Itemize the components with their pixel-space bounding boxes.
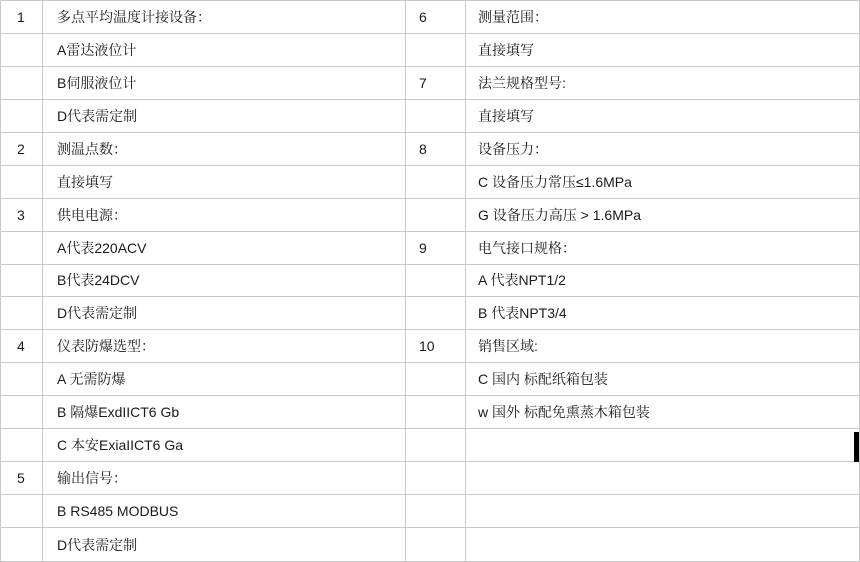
option-text-cell: A 无需防爆 (43, 363, 406, 396)
option-text-cell: 测量范围： (466, 1, 859, 34)
row-number-cell (1, 363, 43, 396)
row-number-cell: 8 (406, 133, 466, 166)
option-text-cell (466, 429, 859, 462)
row-number-cell (406, 429, 466, 462)
option-text-cell: B RS485 MODBUS (43, 495, 406, 528)
option-text-cell: 仪表防爆选型： (43, 330, 406, 363)
row-number-cell (406, 265, 466, 298)
option-text-cell: B代表24DCV (43, 265, 406, 298)
option-text-cell: 输出信号： (43, 462, 406, 495)
option-text-cell: 电气接口规格： (466, 232, 859, 265)
row-number-cell (1, 429, 43, 462)
option-text-cell: C 本安ExiaIICT6 Ga (43, 429, 406, 462)
option-text-cell: B 代表NPT3/4 (466, 297, 859, 330)
row-number-cell (406, 495, 466, 528)
row-number-cell (406, 462, 466, 495)
option-text-cell: A代表220ACV (43, 232, 406, 265)
option-text-cell: 销售区域: (466, 330, 859, 363)
row-number-cell: 9 (406, 232, 466, 265)
option-text-cell: 直接填写 (466, 34, 859, 67)
row-number-cell (1, 100, 43, 133)
row-number-cell: 7 (406, 67, 466, 100)
row-number-cell (1, 265, 43, 298)
row-number-cell (406, 363, 466, 396)
row-number-cell (406, 528, 466, 561)
row-number-cell (1, 396, 43, 429)
row-number-cell (406, 297, 466, 330)
option-text-cell: D代表需定制 (43, 100, 406, 133)
row-number-cell (406, 166, 466, 199)
option-text-cell: 供电电源： (43, 199, 406, 232)
row-number-cell (406, 34, 466, 67)
row-number-cell (1, 297, 43, 330)
row-number-cell (406, 199, 466, 232)
row-number-cell (1, 166, 43, 199)
option-text-cell: B伺服液位计 (43, 67, 406, 100)
row-number-cell: 10 (406, 330, 466, 363)
option-text-cell: 直接填写 (466, 100, 859, 133)
row-number-cell (1, 495, 43, 528)
option-text-cell (466, 528, 859, 561)
option-text-cell: 多点平均温度计接设备： (43, 1, 406, 34)
row-number-cell: 6 (406, 1, 466, 34)
scrollbar-thumb[interactable] (854, 432, 859, 462)
option-text-cell: 设备压力： (466, 133, 859, 166)
row-number-cell (406, 100, 466, 133)
row-number-cell: 5 (1, 462, 43, 495)
option-text-cell: D代表需定制 (43, 297, 406, 330)
row-number-cell (1, 34, 43, 67)
option-text-cell: G 设备压力高压 > 1.6MPa (466, 199, 859, 232)
option-text-cell: C 设备压力常压≤1.6MPa (466, 166, 859, 199)
row-number-cell (1, 528, 43, 561)
option-text-cell (466, 495, 859, 528)
row-number-cell: 4 (1, 330, 43, 363)
option-text-cell: B 隔爆ExdIICT6 Gb (43, 396, 406, 429)
option-text-cell: 测温点数： (43, 133, 406, 166)
row-number-cell: 1 (1, 1, 43, 34)
row-number-cell: 2 (1, 133, 43, 166)
option-text-cell: A雷达液位计 (43, 34, 406, 67)
option-text-cell: 法兰规格型号: (466, 67, 859, 100)
option-text-cell: A 代表NPT1/2 (466, 265, 859, 298)
option-text-cell: C 国内 标配纸箱包装 (466, 363, 859, 396)
row-number-cell (1, 232, 43, 265)
option-text-cell (466, 462, 859, 495)
row-number-cell (1, 67, 43, 100)
row-number-cell (406, 396, 466, 429)
option-text-cell: 直接填写 (43, 166, 406, 199)
row-number-cell: 3 (1, 199, 43, 232)
option-text-cell: D代表需定制 (43, 528, 406, 561)
option-text-cell: w 国外 标配免熏蒸木箱包装 (466, 396, 859, 429)
